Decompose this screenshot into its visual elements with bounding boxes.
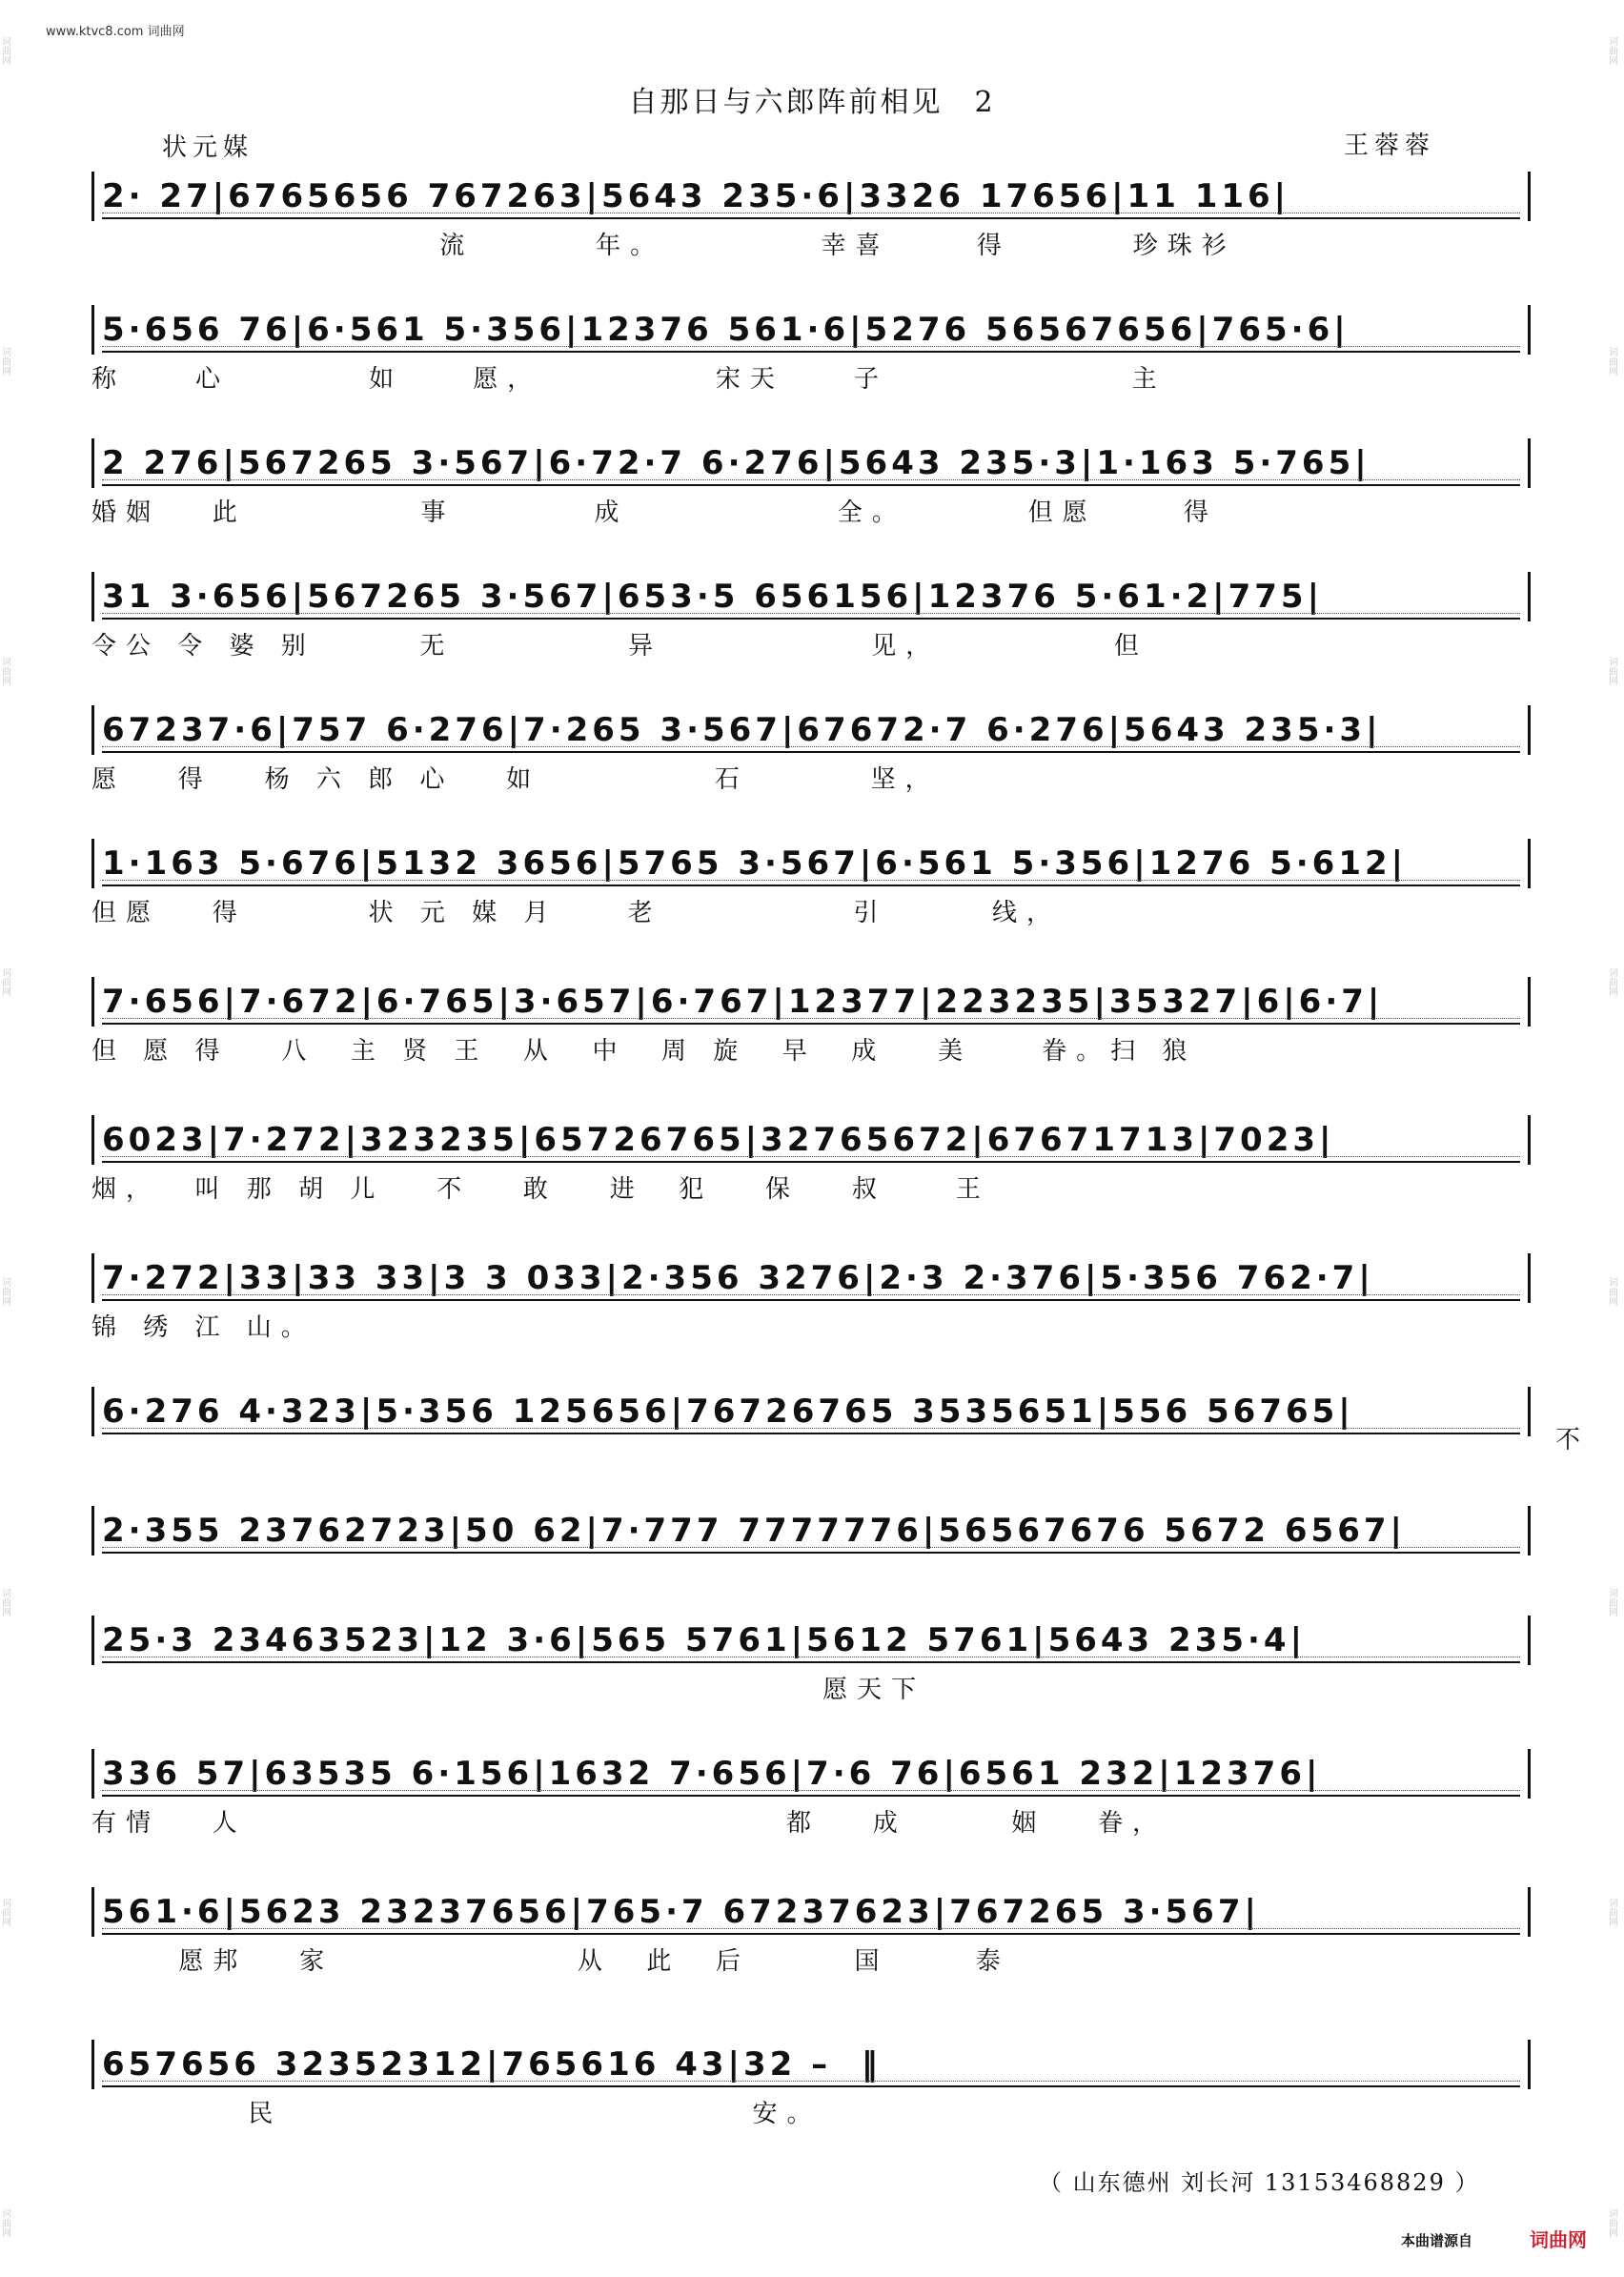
watermark-text: 词曲网 [2,658,11,688]
watermark-text: 词曲网 [2,967,11,998]
lyric-line: 烟， 叫 那 胡 儿 不 敢 进 犯 保 叔 王 [91,1175,990,1204]
watermark-text: 词曲网 [2,2208,11,2239]
lyric-line: 民 安。 [91,2100,822,2128]
singer-name: 王蓉蓉 [1344,132,1436,160]
lyric-line: 流 年。 幸喜 得 珍珠衫 [91,232,1236,260]
notation-line: 336 57|63535 6·156|1632 7·656|7·6 76|6561 232|12376| [91,1749,1531,1799]
watermark-text: 词曲网 [2,1899,11,1929]
notation-line: 25·3 23463523|12 3·6|565 5761|5612 5761|5643 235·4| [91,1616,1531,1665]
notation-line: 7·656|7·672|6·765|3·657|6·767|12377|223235|35327|6|6·7| [91,977,1531,1027]
site-url[interactable]: www.ktvc8.com 词曲网 [46,25,185,39]
lyric-line: 但 愿 得 八 主 贤 王 从 中 周 旋 早 成 美 眷。扫 狼 [91,1037,1197,1066]
notation-line: 561·6|5623 23237656|765·7 67237623|767265 3·567| [91,1887,1531,1937]
watermark-text: 词曲网 [1609,37,1618,67]
watermark-text: 词曲网 [1609,658,1618,688]
lyric-line: 愿天下 [91,1676,926,1704]
lyric-line: 愿 得 杨 六 郎 心 如 石 坚， [91,765,940,794]
watermark-text: 词曲网 [1609,1899,1618,1929]
notation-line: 657656 32352312|765616 43|32 – ‖ [91,2040,1531,2089]
notation-line: 1·163 5·676|5132 3656|5765 3·567|6·561 5·356|1276 5·612| [91,839,1531,888]
lyric-line: 婚姻 此 事 成 全。 但愿 得 [91,498,1218,527]
watermark-text: 词曲网 [1609,967,1618,998]
lyric-line: 称 心 如 愿， 宋天 子 主 [91,365,1167,394]
watermark-text: 词曲网 [1609,1588,1618,1618]
notation-line: 6·276 4·323|5·356 125656|76726765 3535651|556 56765| [91,1387,1531,1436]
notation-line: 2 276|567265 3·567|6·72·7 6·276|5643 235·3|1·163 5·765| [91,438,1531,488]
left-margin-watermark [2,38,15,2239]
song-title: 自那日与六郎阵前相见 2 [628,86,996,119]
notation-line: 5·656 76|6·561 5·356|12376 561·6|5276 56567656|765·6| [91,305,1531,355]
notation-line: 67237·6|757 6·276|7·265 3·567|67672·7 6·276|5643 235·3| [91,705,1531,755]
watermark-text: 词曲网 [1609,347,1618,377]
notation-line: 31 3·656|567265 3·567|653·5 656156|12376 5·61·2|775| [91,572,1531,621]
section-label: 状元媒 [162,133,254,162]
watermark-text: 词曲网 [2,1278,11,1309]
lyric-line: 令公 令 婆 别 无 异 见， 但 [91,632,1148,661]
watermark-text: 词曲网 [1609,1278,1618,1309]
lyric-line: 有情 人 都 成 姻 眷， [91,1809,1167,1838]
notation-line: 6023|7·272|323235|65726765|32765672|67671713|7023| [91,1115,1531,1165]
lyric-line: 但愿 得 状 元 媒 月 老 引 线， [91,899,1061,927]
watermark-text: 词曲网 [1609,2208,1618,2239]
notation-line: 2·355 23762723|50 62|7·777 7777776|56567676 5672 6567| [91,1506,1531,1555]
notation-line: 2· 27|6765656 767263|5643 235·6|3326 17656|11 116| [91,172,1531,221]
side-lyric: 不 [1555,1426,1581,1454]
site-logo[interactable]: 词曲网 [1530,2228,1587,2251]
notation-line: 7·272|33|33 33|3 3 033|2·356 3276|2·3 2·376|5·356 762·7| [91,1253,1531,1303]
right-margin-watermark [1609,38,1622,2239]
footer-source-label: 本曲谱源自 [1401,2232,1473,2249]
watermark-text: 词曲网 [2,37,11,67]
lyric-line: 愿邦 家 从 此 后 国 泰 [91,1947,1010,1976]
transcriber-credit: （ 山东德州 刘长河 13153468829 ） [1039,2169,1480,2196]
lyric-line: 锦 绣 江 山。 [91,1313,315,1342]
watermark-text: 词曲网 [2,347,11,377]
watermark-text: 词曲网 [2,1588,11,1618]
